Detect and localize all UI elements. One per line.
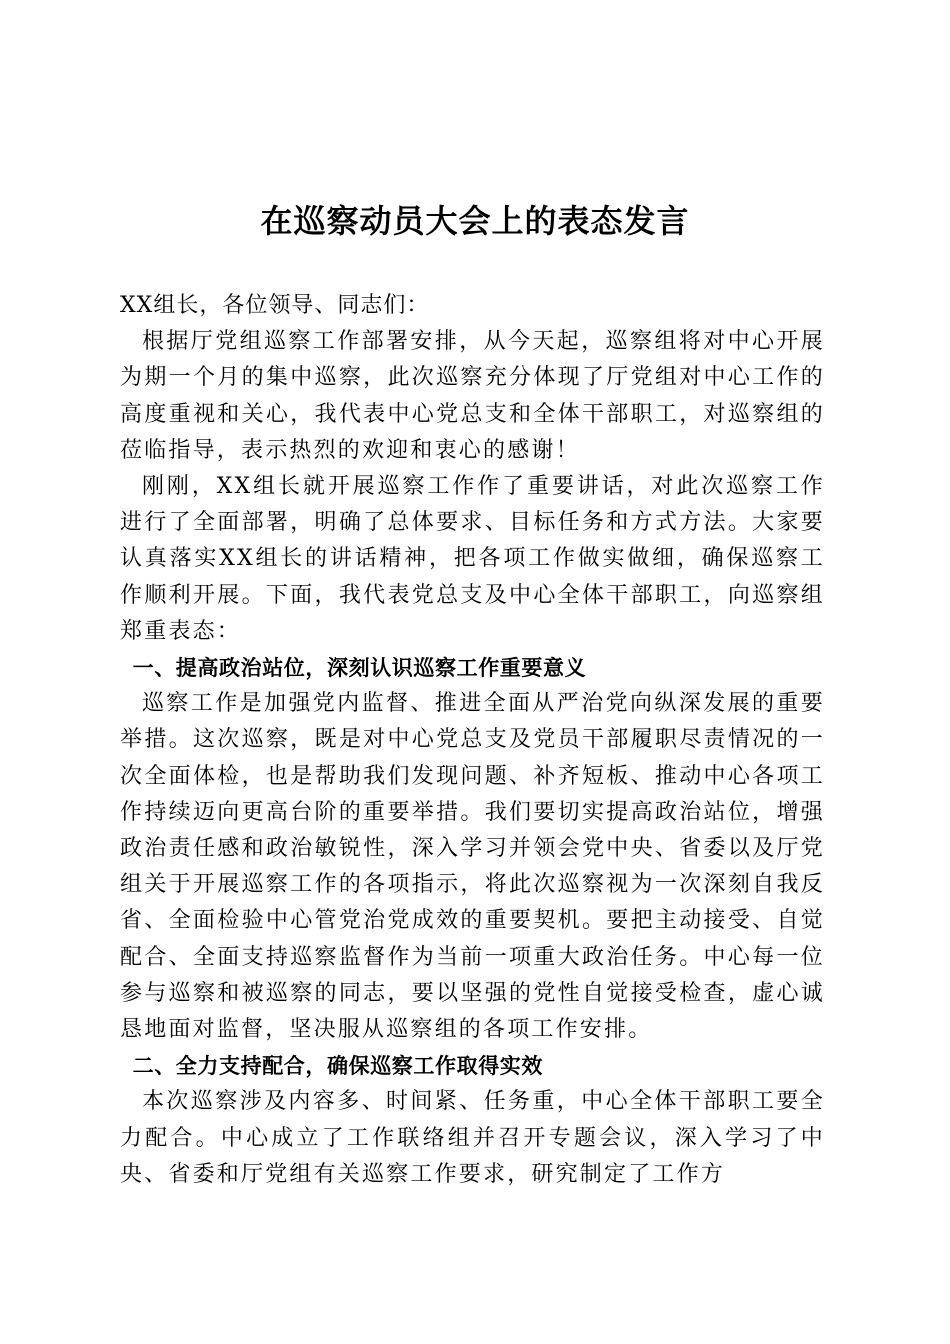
intro-paragraph-2: 刚刚，XX组长就开展巡察工作作了重要讲话，对此次巡察工作进行了全面部署，明确了总体要求、目标任务和方式方法。大家要认真落实XX组长的讲话精神，把各项工作做实做细，确保巡察工作顺利开展。下面，我代表党总支及中心全体干部职工，向巡察组郑重表态： bbox=[120, 474, 825, 644]
document-title: 在巡察动员大会上的表态发言 bbox=[260, 202, 690, 240]
document-body bbox=[120, 288, 825, 1193]
section-paragraph-2: 本次巡察涉及内容多、时间紧、任务重，中心全体干部职工要全力配合。中心成立了工作联络组并召开专题会议，深入学习了中央、省委和厅党组有关巡察工作要求，研究制定了工作方 bbox=[120, 1089, 825, 1187]
intro-paragraph-1: 根据厅党组巡察工作部署安排，从今天起，巡察组将对中心开展为期一个月的集中巡察，此次巡察充分体现了厅党组对中心工作的高度重视和关心，我代表中心党总支和全体干部职工，对巡察组的莅临指导，表示热烈的欢迎和衷心的感谢！ bbox=[120, 329, 825, 463]
salutation: XX组长，各位领导、同志们： bbox=[120, 293, 430, 318]
section-paragraph-1: 巡察工作是加强党内监督、推进全面从严治党向纵深发展的重要举措。这次巡察，既是对中心党总支及党员干部履职尽责情况的一次全面体检，也是帮助我们发现问题、补齐短板、推动中心各项工作持续迈向更高台阶的重要举措。我们要切实提高政治站位，增强政治责任感和政治敏锐性，深入学习并领会党中央、省委以及厅党组关于开展巡察工作的各项指示，将此次巡察视为一次深刻自我反省、全面检验中心管党治党成效的重要契机。要把主动接受、自觉配合、全面支持巡察监督作为当前一项重大政治任务。中心每一位参与巡察和被巡察的同志，要以坚强的党性自觉接受检查，虚心诚恳地面对监督，坚决服从巡察组的各项工作安排。 bbox=[120, 691, 825, 1043]
section-heading-1: 一、提高政治站位，深刻认识巡察工作重要意义 bbox=[132, 656, 587, 681]
document-page bbox=[120, 0, 825, 1344]
section-heading-2: 二、全力支持配合，确保巡察工作取得实效 bbox=[132, 1054, 543, 1079]
